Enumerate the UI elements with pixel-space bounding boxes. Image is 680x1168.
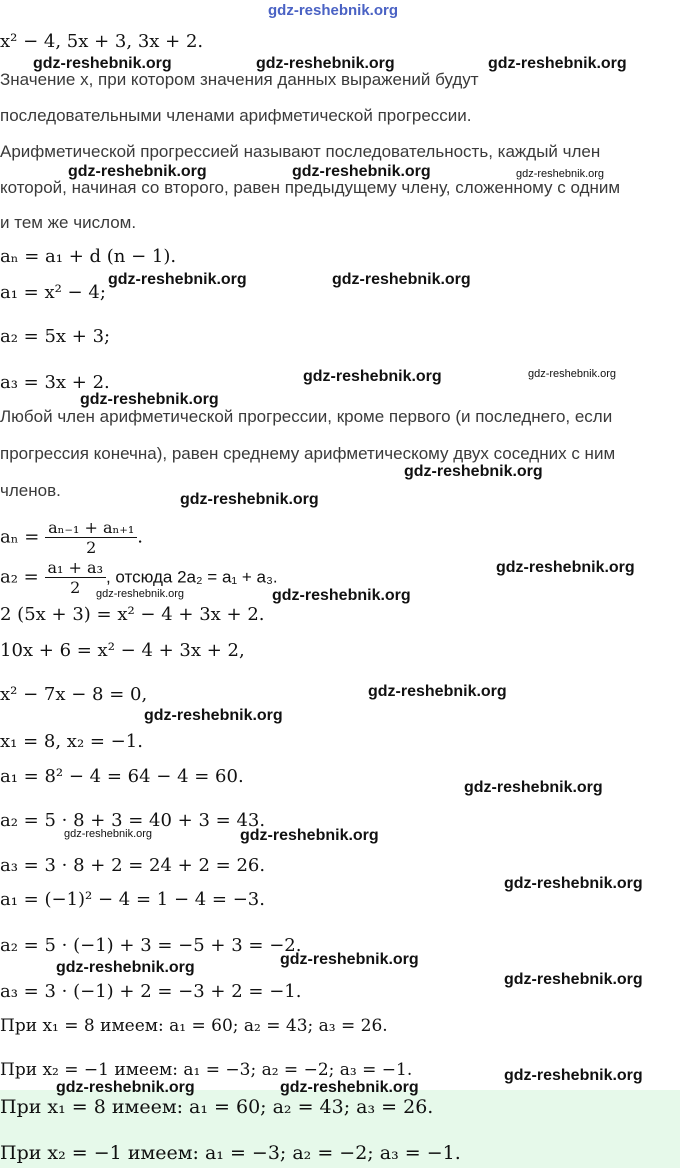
watermark: gdz-reshebnik.org (280, 1079, 419, 1096)
property-text-3: членов. (0, 481, 61, 500)
watermark: gdz-reshebnik.org (528, 368, 617, 380)
expression-list: x² − 4, 5x + 3, 3x + 2. (0, 31, 204, 52)
watermark: gdz-reshebnik.org (144, 707, 283, 724)
equation-roots: x₁ = 8, x₂ = −1. (0, 731, 143, 752)
calc-a2-x1: a₂ = 5 · 8 + 3 = 40 + 3 = 43. (0, 810, 266, 831)
watermark: gdz-reshebnik.org (516, 168, 605, 180)
formula-a3: a₃ = 3x + 2. (0, 372, 110, 393)
fraction: $\frac{\text{a₁ + a₃}}{2}$ (45, 558, 106, 597)
watermark: gdz-reshebnik.org (303, 368, 442, 385)
watermark: gdz-reshebnik.org (180, 491, 319, 508)
result-x1: При x₁ = 8 имеем: a₁ = 60; a₂ = 43; a₃ = 26. (0, 1016, 388, 1036)
watermark: gdz-reshebnik.org (504, 971, 643, 988)
watermark: gdz-reshebnik.org (56, 959, 195, 976)
watermark: gdz-reshebnik.org (292, 163, 431, 180)
watermark: gdz-reshebnik.org (504, 875, 643, 892)
fraction: $\frac{\text{aₙ₋₁ + aₙ₊₁}}{2}$ (45, 518, 137, 557)
watermark: gdz-reshebnik.org (404, 463, 543, 480)
calc-a1-x1: a₁ = 8² − 4 = 64 − 4 = 60. (0, 766, 244, 787)
formula-general-term: aₙ = a₁ + d (n − 1). (0, 246, 177, 267)
answer-line-1: При x₁ = 8 имеем: a₁ = 60; a₂ = 43; a₃ = 26. (0, 1096, 434, 1118)
watermark-top: gdz-reshebnik.org (268, 2, 399, 19)
equation-step-3: x² − 7x − 8 = 0, (0, 684, 148, 705)
problem-text-1: Значение x, при котором значения данных выражений будут (0, 70, 479, 89)
watermark: gdz-reshebnik.org (68, 163, 207, 180)
watermark: gdz-reshebnik.org (64, 828, 153, 840)
watermark: gdz-reshebnik.org (33, 55, 172, 72)
formula-a1: a₁ = x² − 4; (0, 282, 106, 303)
watermark: gdz-reshebnik.org (504, 1067, 643, 1084)
property-text-2: прогрессия конечна), равен среднему арифметическому двух соседних с ним (0, 444, 616, 463)
result-x2: При x₂ = −1 имеем: a₁ = −3; a₂ = −2; a₃ = −1. (0, 1060, 413, 1080)
watermark: gdz-reshebnik.org (96, 588, 185, 600)
answer-line-2: При x₂ = −1 имеем: a₁ = −3; a₂ = −2; a₃ = −1. (0, 1142, 461, 1164)
watermark: gdz-reshebnik.org (256, 55, 395, 72)
equation-step-1: 2 (5x + 3) = x² − 4 + 3x + 2. (0, 604, 265, 625)
definition-text-2: которой, начиная со второго, равен предыдущему члену, сложенному с одним (0, 178, 621, 197)
watermark: gdz-reshebnik.org (80, 391, 219, 408)
problem-text-2: последовательными членами арифметической прогрессии. (0, 106, 472, 125)
formula-mean-property: aₙ = $\frac{\text{aₙ₋₁ + aₙ₊₁}}{2}$ . (0, 518, 144, 557)
calc-a3-x1: a₃ = 3 · 8 + 2 = 24 + 2 = 26. (0, 855, 266, 876)
watermark: gdz-reshebnik.org (272, 587, 411, 604)
watermark: gdz-reshebnik.org (488, 55, 627, 72)
equation-step-2: 10x + 6 = x² − 4 + 3x + 2, (0, 640, 245, 661)
watermark: gdz-reshebnik.org (368, 683, 507, 700)
watermark: gdz-reshebnik.org (108, 271, 247, 288)
property-text-1: Любой член арифметической прогрессии, кроме первого (и последнего, если (0, 407, 613, 426)
watermark: gdz-reshebnik.org (496, 559, 635, 576)
definition-text-1: Арифметической прогрессией называют последовательность, каждый член (0, 142, 601, 161)
watermark: gdz-reshebnik.org (56, 1079, 195, 1096)
watermark: gdz-reshebnik.org (464, 779, 603, 796)
watermark: gdz-reshebnik.org (240, 827, 379, 844)
formula-a2-mean: a₂ = $\frac{\text{a₁ + a₃}}{2}$ , отсюда 2a₂ = a₁ + a₃. (0, 558, 278, 597)
answer-box (0, 1090, 680, 1168)
calc-a1-x2: a₁ = (−1)² − 4 = 1 − 4 = −3. (0, 889, 265, 910)
formula-a2: a₂ = 5x + 3; (0, 326, 111, 347)
definition-text-3: и тем же числом. (0, 213, 137, 232)
calc-a2-x2: a₂ = 5 · (−1) + 3 = −5 + 3 = −2. (0, 935, 302, 956)
calc-a3-x2: a₃ = 3 · (−1) + 2 = −3 + 2 = −1. (0, 981, 302, 1002)
watermark: gdz-reshebnik.org (332, 271, 471, 288)
watermark: gdz-reshebnik.org (280, 951, 419, 968)
